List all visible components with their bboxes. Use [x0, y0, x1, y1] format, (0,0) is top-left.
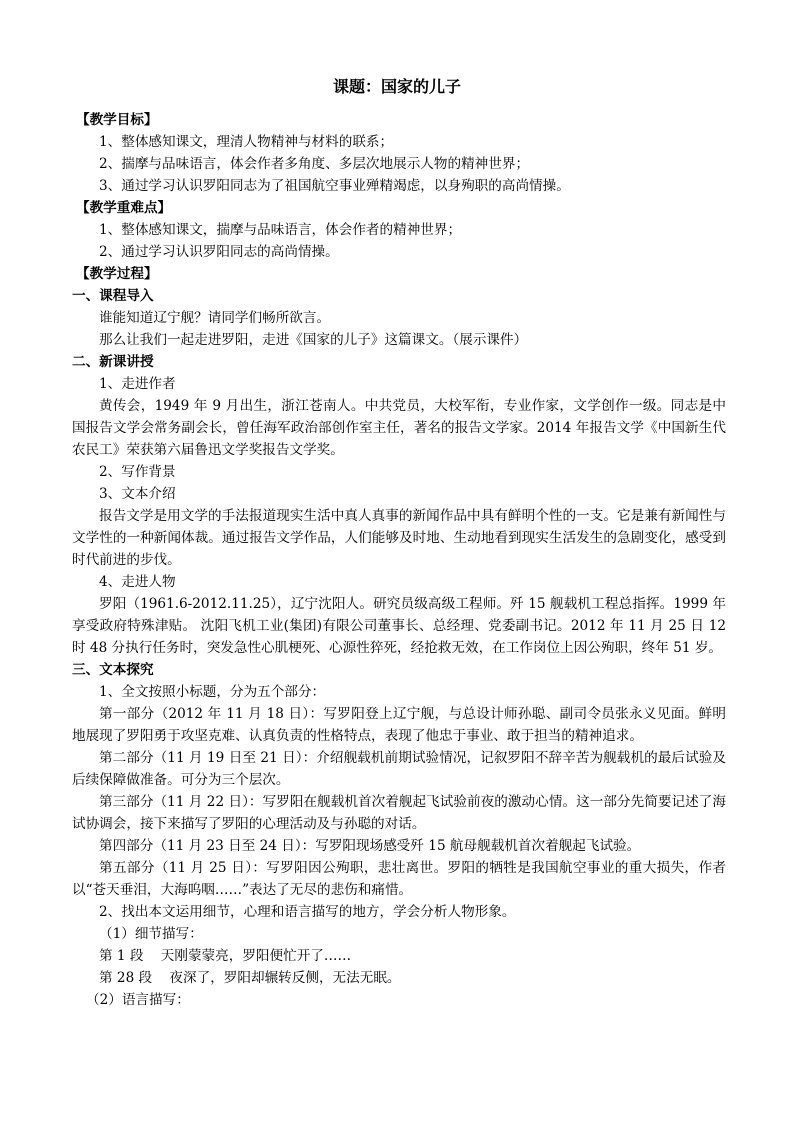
- subheading: （1）细节描写：: [99, 926, 203, 942]
- goals-heading: 【教学目标】: [76, 112, 158, 128]
- subheading: （2）语言描写：: [86, 992, 190, 1008]
- document-body: [72, 109, 731, 1011]
- paragraph: 谁能知道辽宁舰？请同学们畅所欲言。: [99, 310, 331, 326]
- paragraph: 罗阳（1961.6-2012.11.25），辽宁沈阳人。研究员级高级工程师。歼 15 舰载机工程总指挥。1999 年享受政府特殊津贴。 沈阳飞机工业(集团)有限公司董事长、总经理、党委副书记。2012 年 11 月 25 日 12 时 48 分执行任务时，突发急性心肌梗死、心源性猝死，经抢救无效，在工作岗位上因公殉职，终年 51 岁。: [72, 596, 731, 656]
- list-item: 第 28 段 夜深了，罗阳却辗转反侧，无法无眠。: [99, 970, 401, 986]
- goal-item: 3、通过学习认识罗阳同志为了祖国航空事业殚精竭虑，以身殉职的高尚情操。: [99, 178, 570, 194]
- subheading: 1、全文按照小标题，分为五个部分：: [99, 684, 326, 700]
- goal-item: 1、整体感知课文，理清人物精神与材料的联系；: [99, 134, 394, 150]
- key-point-item: 1、整体感知课文，揣摩与品味语言，体会作者的精神世界；: [99, 222, 462, 238]
- subheading: 1、走进作者: [99, 376, 176, 392]
- paragraph: 黄传会，1949 年 9 月出生，浙江苍南人。中共党员，大校军衔，专业作家，文学创作一级。同志是中国报告文学会常务副会长，曾任海军政治部创作室主任，著名的报告文学家。2014 年报告文学《中国新生代农民工》荣获第六届鲁迅文学奖报告文学奖。: [72, 398, 726, 458]
- paragraph: 第五部分（11 月 25 日）：写罗阳因公殉职，悲壮离世。罗阳的牺牲是我国航空事业的重大损失，作者以“苍天垂泪，大海呜咽……”表达了无尽的悲伤和痛惜。: [72, 860, 726, 898]
- subheading: 2、找出本文运用细节，心理和语言描写的地方，学会分析人物形象。: [99, 904, 516, 920]
- paragraph: 第二部分（11 月 19 日至 21 日）：介绍舰载机前期试验情况，记叙罗阳不辞辛苦为舰载机的最后试验及后续保障做准备。可分为三个层次。: [72, 750, 726, 788]
- paragraph: 第一部分（2012 年 11 月 18 日）：写罗阳登上辽宁舰，与总设计师孙聪、副司令员张永义见面。鲜明地展现了罗阳勇于攻坚克难、认真负责的性格特点，表现了他忠于事业、敢于担当的精神追求。: [72, 706, 726, 744]
- page-title: 课题：国家的儿子: [332, 77, 461, 96]
- section-heading: 一、课程导入: [72, 288, 154, 304]
- paragraph: 报告文学是用文学的手法报道现实生活中真人真事的新闻作品中具有鲜明个性的一支。它是兼有新闻性与文学性的一种新闻体裁。通过报告文学作品，人们能够及时地、生动地看到现实生活发生的急剧变化，感受到时代前进的步伐。: [72, 508, 726, 568]
- paragraph: 那么让我们一起走进罗阳，走进《国家的儿子》这篇课文。（展示课件）: [99, 332, 528, 348]
- list-item: 第 1 段 天刚蒙蒙亮，罗阳便忙开了……: [99, 948, 352, 964]
- section-heading: 三、文本探究: [72, 662, 154, 678]
- paragraph: 第三部分（11 月 22 日）：写罗阳在舰载机首次着舰起飞试验前夜的激动心情。这一部分先简要记述了海试协调会，接下来描写了罗阳的心理活动及与孙聪的对话。: [72, 794, 726, 832]
- section-heading: 二、新课讲授: [72, 354, 154, 370]
- goal-item: 2、揣摩与品味语言，体会作者多角度、多层次地展示人物的精神世界；: [99, 156, 530, 172]
- subheading: 4、走进人物: [99, 574, 176, 590]
- key-points-heading: 【教学重难点】: [76, 200, 172, 216]
- process-heading: 【教学过程】: [76, 266, 158, 282]
- subheading: 3、文本介绍: [99, 486, 176, 502]
- paragraph: 第四部分（11 月 23 日至 24 日）：写罗阳现场感受歼 15 航母舰载机首次着舰起飞试验。: [99, 838, 641, 854]
- key-point-item: 2、通过学习认识罗阳同志的高尚情操。: [99, 244, 339, 260]
- subheading: 2、写作背景: [99, 464, 176, 480]
